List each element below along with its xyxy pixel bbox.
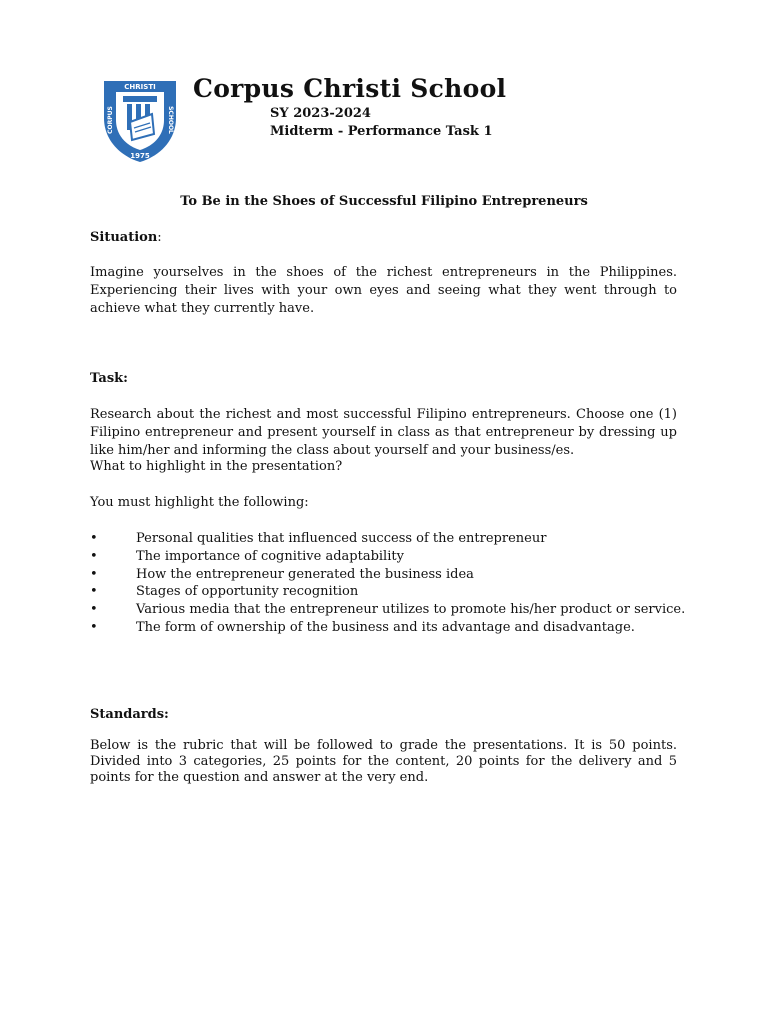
situation-text: Imagine yourselves in the shoes of the richest entrepreneurs in the Philippines. Experiencing their lives with your own eyes and seeing what they went through to achieve what they currently have. bbox=[90, 265, 677, 316]
task-intro: You must highlight the following: bbox=[90, 495, 309, 510]
list-item: • How the entrepreneur generated the business idea bbox=[90, 566, 474, 582]
task-label: Task: bbox=[90, 371, 128, 386]
list-item: • Personal qualities that influenced success of the entrepreneur bbox=[90, 531, 547, 546]
school-year: SY 2023-2024 bbox=[270, 106, 371, 121]
school-name: Corpus Christi School bbox=[193, 74, 507, 103]
highlight-list bbox=[90, 530, 690, 637]
list-item: • The form of ownership of the business and its advantage and disadvantage. bbox=[90, 619, 635, 635]
term-title: Midterm - Performance Task 1 bbox=[270, 124, 493, 139]
document-title: To Be in the Shoes of Successful Filipino Entrepreneurs bbox=[180, 194, 588, 209]
list-item: • Various media that the entrepreneur utilizes to promote his/her product or service. bbox=[90, 602, 686, 618]
bullet-dot: • bbox=[90, 566, 98, 582]
bullet-dot: • bbox=[90, 584, 98, 600]
bullet-dot: • bbox=[90, 531, 98, 546]
task-question: What to highlight in the presentation? bbox=[90, 459, 343, 474]
list-item: • The importance of cognitive adaptability bbox=[90, 548, 404, 564]
logo-left-text: CORPUS bbox=[107, 106, 114, 134]
situation-label: Situation bbox=[90, 230, 158, 245]
school-logo bbox=[100, 78, 180, 164]
task-text: Research about the richest and most successful Filipino entrepreneurs. Choose one (1) Filipino entrepreneur and present yourself in class as that entrepreneur by dressing up like him/her and informing the class about yourself and your business/es. bbox=[90, 407, 677, 458]
bullet-dot: • bbox=[90, 619, 98, 635]
standards-text: Below is the rubric that will be followed to grade the presentations. It is 50 points. Divided into 3 categories, 25 points for the content, 20 points for the delivery and 5 points for the question and answer at the very end. bbox=[90, 738, 677, 785]
logo-top-text: CHRISTI bbox=[124, 83, 156, 91]
bullet-dot: • bbox=[90, 602, 98, 618]
list-item: • Stages of opportunity recognition bbox=[90, 584, 359, 600]
situation-heading bbox=[90, 229, 677, 247]
logo-right-text: SCHOOL bbox=[167, 106, 174, 134]
bullet-dot: • bbox=[90, 548, 98, 564]
situation-colon: : bbox=[157, 230, 162, 245]
standards-label: Standards: bbox=[90, 707, 169, 722]
logo-year: 1975 bbox=[130, 152, 150, 160]
